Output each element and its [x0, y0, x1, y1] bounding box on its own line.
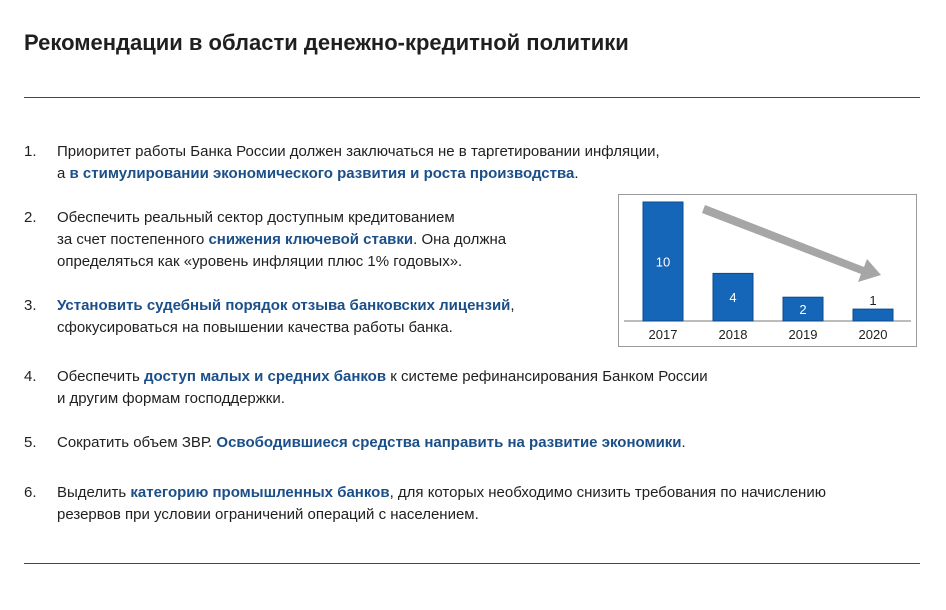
bar-2020 [853, 309, 893, 321]
item-line [57, 207, 506, 229]
x-tick-label: 2020 [858, 327, 888, 342]
plain-text: . Она должна [413, 231, 507, 248]
item-text [57, 432, 686, 454]
plain-text: за счет постепенного [57, 231, 209, 248]
plain-text: Сократить объем ЗВР. [57, 434, 217, 451]
bottom-divider [24, 563, 920, 564]
item-number: 5. [24, 434, 37, 451]
list-item [24, 141, 660, 185]
highlight-text: категорию промышленных банков [130, 484, 390, 501]
plain-text: Приоритет работы Банка России должен заключаться не в таргетировании инфляции, [57, 143, 660, 160]
bar-value-label: 4 [729, 290, 737, 306]
bar-value-label: 10 [655, 254, 671, 270]
item-number: 3. [24, 297, 37, 314]
plain-text: . [574, 165, 579, 182]
x-tick-label: 2017 [648, 327, 678, 342]
plain-text: сфокусироваться на повышении качества работы банка. [57, 319, 453, 336]
trend-arrow [702, 205, 881, 282]
item-line [57, 141, 660, 163]
item-line [57, 482, 826, 504]
item-line [57, 295, 515, 317]
highlight-text: доступ малых и средних банков [143, 368, 387, 385]
x-tick-label: 2019 [788, 327, 818, 342]
chart-canvas [619, 195, 916, 346]
key-rate-chart [618, 194, 917, 347]
item-number: 2. [24, 209, 37, 226]
item-text [57, 295, 515, 339]
plain-text: Обеспечить реальный сектор доступным кредитованием [57, 209, 455, 226]
item-text [57, 366, 708, 410]
plain-text: , [510, 297, 515, 314]
item-line [57, 317, 515, 339]
item-line [57, 366, 708, 388]
highlight-text: Освободившиеся средства направить на развитие экономики [216, 434, 682, 451]
item-line [57, 388, 708, 410]
plain-text: Выделить [57, 484, 131, 501]
plain-text: . [681, 434, 686, 451]
item-text [57, 141, 660, 185]
item-line [57, 432, 686, 454]
bar-value-label: 1 [869, 293, 877, 309]
list-item [24, 366, 708, 410]
item-number: 4. [24, 368, 37, 385]
plain-text: , для которых необходимо снизить требования по начислению [389, 484, 826, 501]
page-title: Рекомендации в области денежно-кредитной политики [24, 30, 629, 55]
item-line [57, 251, 506, 273]
plain-text: резервов при условии ограничений операций с населением. [57, 506, 479, 523]
plain-text: определяться как «уровень инфляции плюс 1% годовых». [57, 253, 463, 270]
item-text [57, 207, 506, 273]
item-line [57, 163, 660, 185]
list-item [24, 432, 686, 454]
item-number: 1. [24, 143, 37, 160]
plain-text: Обеспечить [57, 368, 144, 385]
item-line [57, 229, 506, 251]
bar-value-label: 2 [799, 302, 807, 318]
x-tick-label: 2018 [718, 327, 748, 342]
plain-text: и другим формам господдержки. [57, 390, 285, 407]
highlight-text: снижения ключевой ставки [208, 231, 414, 248]
item-line [57, 504, 826, 526]
list-item [24, 482, 826, 526]
plain-text: а [57, 165, 70, 182]
item-number: 6. [24, 484, 37, 501]
top-divider [24, 97, 920, 98]
list-item [24, 295, 515, 339]
item-text [57, 482, 826, 526]
highlight-text: Установить судебный порядок отзыва банковских лицензий [57, 297, 511, 314]
list-item [24, 207, 506, 273]
plain-text: к системе рефинансирования Банком России [386, 368, 708, 385]
highlight-text: в стимулировании экономического развития и роста производства [69, 165, 575, 182]
